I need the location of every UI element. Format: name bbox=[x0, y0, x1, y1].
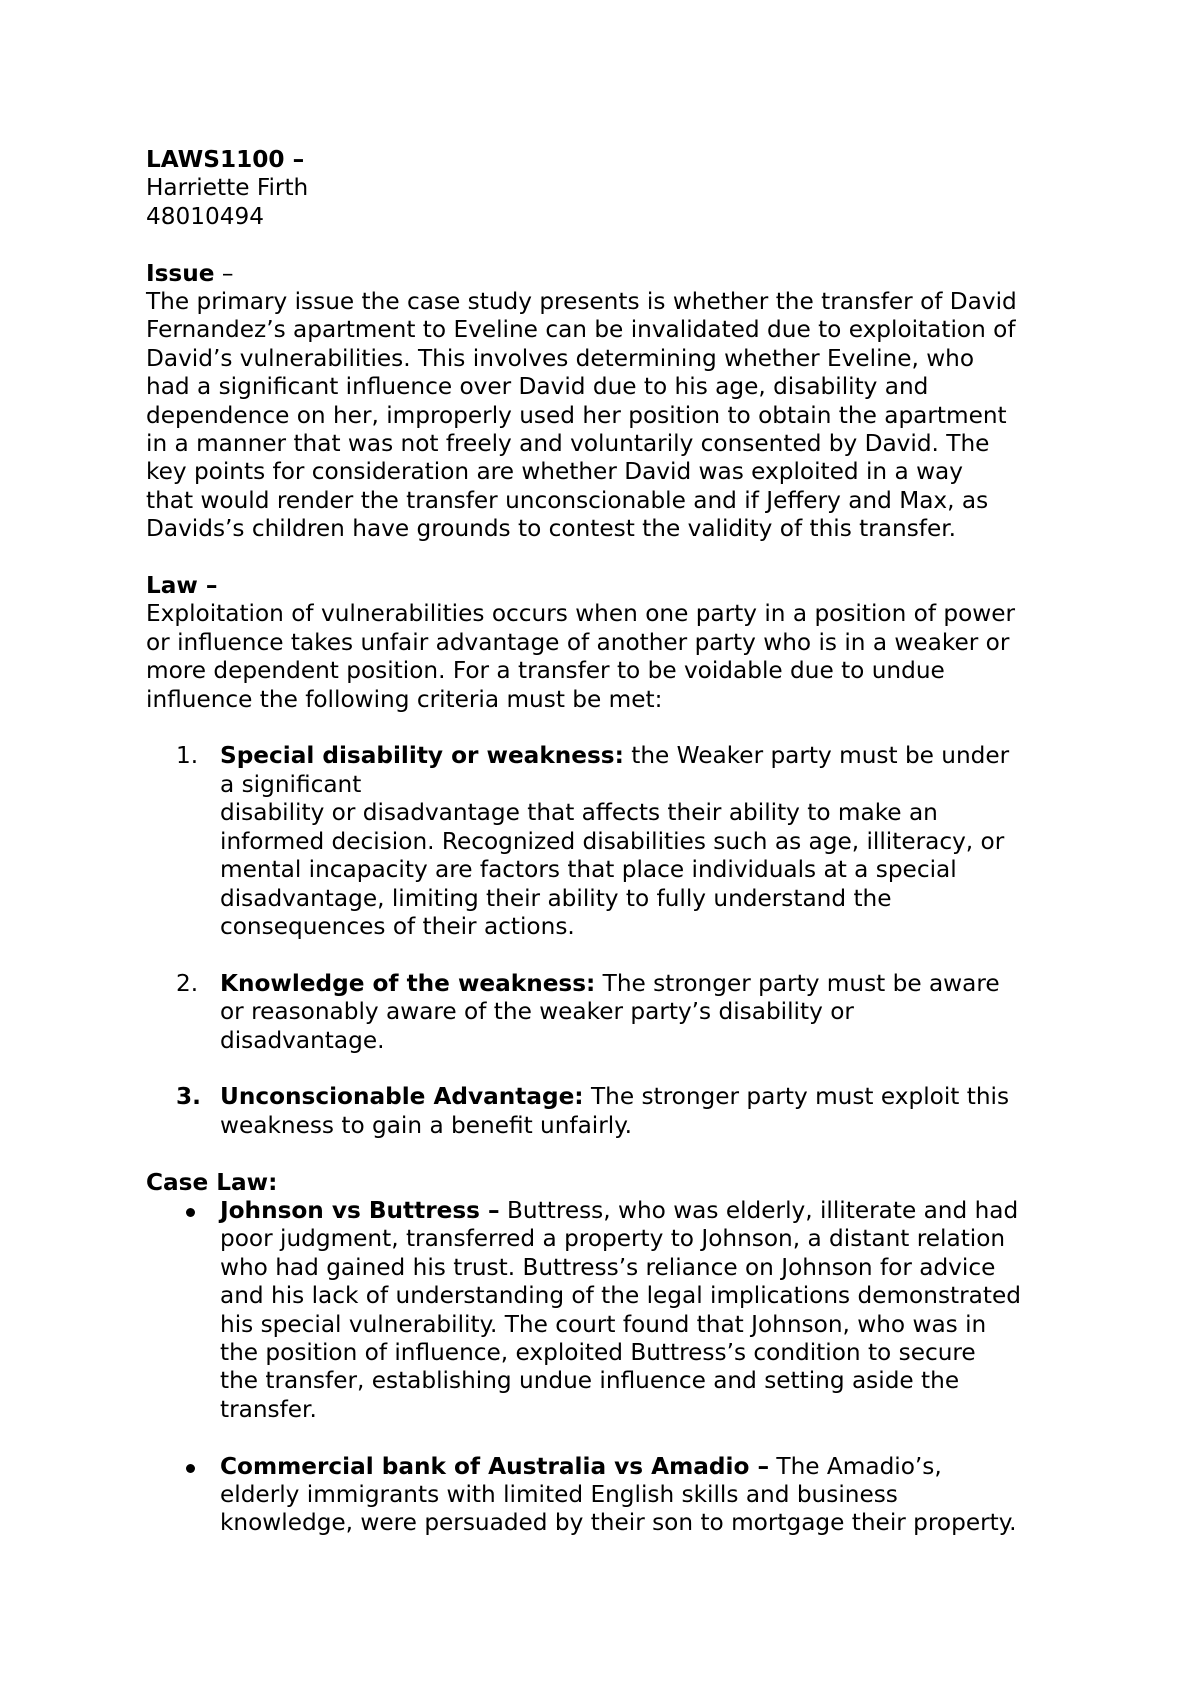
case-text-line: transfer. bbox=[220, 1395, 317, 1423]
spacer bbox=[146, 544, 1076, 572]
issue-text-line: Davids’s children have grounds to contest the validity of this transfer. bbox=[146, 515, 956, 543]
case-text-line: poor judgment, transferred a property to Johnson, a distant relation bbox=[220, 1225, 1006, 1253]
bullet-icon bbox=[186, 1208, 195, 1217]
criteria-text-line: disadvantage. bbox=[220, 1026, 385, 1054]
case-law-section bbox=[146, 1169, 1076, 1538]
spacer bbox=[146, 714, 1076, 742]
issue-section bbox=[146, 260, 1076, 544]
criteria-item bbox=[146, 970, 1076, 1055]
case-text-line: the position of influence, exploited Buttress’s condition to secure bbox=[220, 1338, 976, 1366]
law-heading: Law – bbox=[146, 572, 218, 600]
case-first-line bbox=[220, 1453, 1076, 1481]
criteria-text: The stronger party must be aware bbox=[595, 969, 1000, 997]
criteria-text-line: weakness to gain a benefit unfairly. bbox=[220, 1111, 633, 1139]
criteria-text-line: a significant bbox=[220, 770, 362, 798]
spacer bbox=[146, 231, 1076, 259]
spacer bbox=[146, 941, 1076, 969]
criteria-title: Knowledge of the weakness: bbox=[220, 969, 596, 997]
criteria-item bbox=[146, 1083, 1076, 1140]
issue-text-line: that would render the transfer unconscionable and if Jeffery and Max, as bbox=[146, 486, 989, 514]
case-text-line: knowledge, were persuaded by their son to mortgage their property. bbox=[220, 1509, 1017, 1537]
spacer bbox=[146, 1424, 1076, 1452]
issue-text-line: Fernandez’s apartment to Eveline can be invalidated due to exploitation of bbox=[146, 316, 1016, 344]
case-text-line: who had gained his trust. Buttress’s reliance on Johnson for advice bbox=[220, 1253, 996, 1281]
law-section bbox=[146, 572, 1076, 714]
case-text-line: elderly immigrants with limited English skills and business bbox=[220, 1480, 898, 1508]
spacer bbox=[146, 1055, 1076, 1083]
criteria-first-line bbox=[220, 742, 1076, 770]
criteria-text-line: disability or disadvantage that affects their ability to make an bbox=[220, 799, 938, 827]
case-text-line: and his lack of understanding of the legal implications demonstrated bbox=[220, 1282, 1021, 1310]
case-text: Buttress, who was elderly, illiterate and had bbox=[499, 1196, 1019, 1224]
law-text-line: influence the following criteria must be met: bbox=[146, 685, 663, 713]
criteria-title: Unconscionable Advantage: bbox=[220, 1083, 584, 1111]
bullet-icon bbox=[186, 1464, 195, 1473]
criteria-title: Special disability or weakness: bbox=[220, 742, 624, 770]
issue-text-line: had a significant influence over David due to his age, disability and bbox=[146, 373, 929, 401]
law-text-line: or influence takes unfair advantage of another party who is in a weaker or bbox=[146, 628, 1010, 656]
law-text-line: more dependent position. For a transfer to be voidable due to undue bbox=[146, 657, 945, 685]
criteria-text: The stronger party must exploit this bbox=[583, 1083, 1010, 1111]
case-law-heading: Case Law: bbox=[146, 1168, 278, 1196]
criteria-text-line: or reasonably aware of the weaker party’s disability or bbox=[220, 998, 854, 1026]
document-header bbox=[146, 146, 1076, 231]
case-text: The Amadio’s, bbox=[769, 1452, 942, 1480]
case-first-line bbox=[220, 1197, 1076, 1225]
list-number: 3. bbox=[176, 1083, 201, 1111]
case-item bbox=[146, 1197, 1076, 1424]
criteria-item bbox=[146, 742, 1076, 941]
criteria-text-line: consequences of their actions. bbox=[220, 912, 575, 940]
issue-heading-line bbox=[146, 260, 1076, 288]
issue-text-line: David’s vulnerabilities. This involves determining whether Eveline, who bbox=[146, 344, 975, 372]
case-title: Johnson vs Buttress – bbox=[220, 1196, 500, 1224]
issue-text-line: key points for consideration are whether David was exploited in a way bbox=[146, 458, 963, 486]
issue-text-line: in a manner that was not freely and voluntarily consented by David. The bbox=[146, 430, 990, 458]
student-name: Harriette Firth bbox=[146, 174, 309, 202]
case-text-line: the transfer, establishing undue influence and setting aside the bbox=[220, 1367, 960, 1395]
law-text-line: Exploitation of vulnerabilities occurs when one party in a position of power bbox=[146, 600, 1016, 628]
issue-text-line: The primary issue the case study presents is whether the transfer of David bbox=[146, 288, 1017, 316]
criteria-text-line: disadvantage, limiting their ability to fully understand the bbox=[220, 884, 892, 912]
criteria-text-line: informed decision. Recognized disabilities such as age, illiteracy, or bbox=[220, 827, 1005, 855]
criteria-list bbox=[146, 742, 1076, 1140]
criteria-first-line bbox=[220, 970, 1076, 998]
issue-heading-dash: – bbox=[214, 259, 234, 287]
criteria-first-line bbox=[220, 1083, 1076, 1111]
list-number: 1. bbox=[176, 742, 199, 770]
document-body bbox=[146, 146, 1076, 1538]
case-title: Commercial bank of Australia vs Amadio – bbox=[220, 1452, 770, 1480]
issue-text-line: dependence on her, improperly used her position to obtain the apartment bbox=[146, 401, 1007, 429]
criteria-text: the Weaker party must be under bbox=[623, 742, 1010, 770]
issue-heading: Issue bbox=[146, 259, 215, 287]
student-id: 48010494 bbox=[146, 202, 265, 230]
list-number: 2. bbox=[176, 969, 199, 997]
course-code: LAWS1100 – bbox=[146, 146, 305, 173]
criteria-text-line: mental incapacity are factors that place individuals at a special bbox=[220, 856, 957, 884]
case-text-line: his special vulnerability. The court found that Johnson, who was in bbox=[220, 1310, 987, 1338]
spacer bbox=[146, 1140, 1076, 1168]
case-item bbox=[146, 1453, 1076, 1538]
